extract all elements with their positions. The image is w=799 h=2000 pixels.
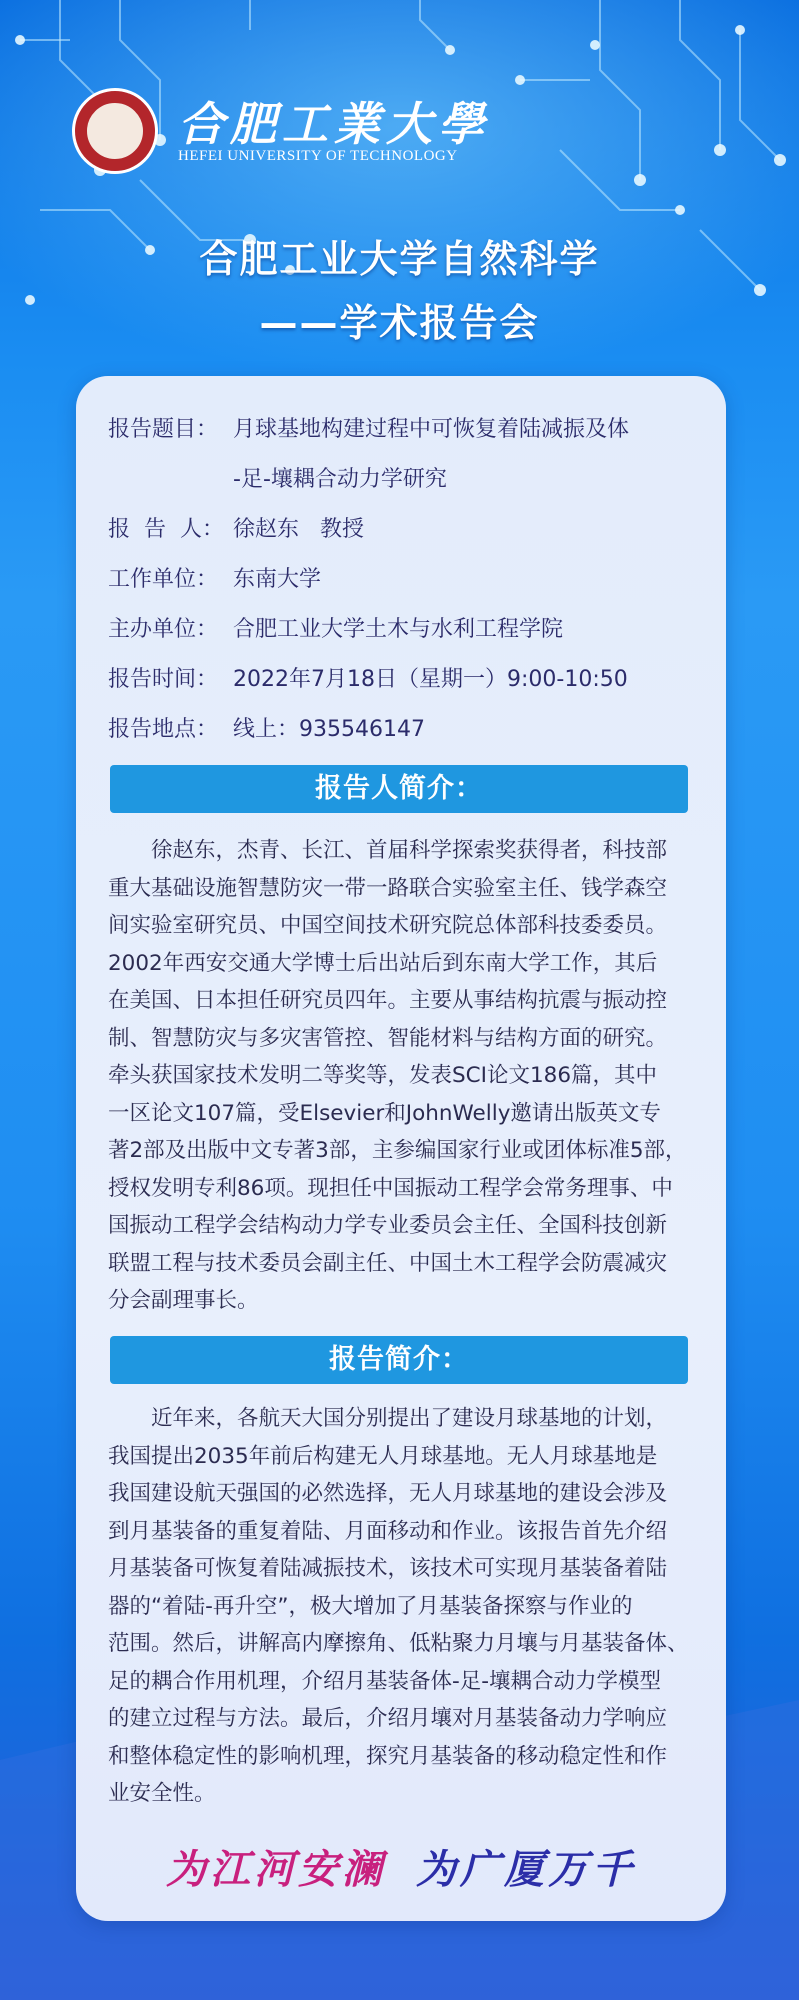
speaker-intro-line: 授权发明专利86项。现担任中国振动工程学会常务理事、中	[108, 1175, 673, 1201]
report-intro-line: 我国提出2035年前后构建无人月球基地。无人月球基地是	[108, 1443, 658, 1469]
speaker-intro-line: 间实验室研究员、中国空间技术研究院总体部科技委委员。	[108, 913, 668, 938]
host-label: 主办单位：	[108, 617, 219, 642]
speaker-intro-heading: 报告人简介：	[110, 765, 688, 813]
university-seal	[72, 88, 158, 174]
report-intro-line: 近年来，各航天大国分别提出了建设月球基地的计划，	[108, 1406, 668, 1431]
page-title-line2: ——学术报告会	[259, 301, 540, 345]
speaker-intro-line: 制、智慧防灾与多灾害管控、智能材料与结构方面的研究。	[108, 1025, 668, 1051]
report-intro-line: 的建立过程与方法。最后，介绍月壤对月基装备动力学响应	[108, 1706, 668, 1731]
speaker-intro-line: 一区论文107篇，受Elsevier和JohnWelly邀请出版英文专	[108, 1100, 661, 1126]
university-name-en: HEFEI UNIVERSITY OF TECHNOLOGY	[178, 148, 458, 164]
speaker-intro-line: 在美国、日本担任研究员四年。主要从事结构抗震与振动控	[108, 988, 668, 1013]
speaker-intro-line: 2002年西安交通大学博士后出站后到东南大学工作，其后	[108, 950, 658, 976]
page-title-line1: 合肥工业大学自然科学	[199, 237, 600, 281]
place-row	[108, 712, 425, 743]
topic-row	[108, 412, 629, 443]
time-label: 报告时间：	[108, 667, 219, 692]
report-intro-line: 到月基装备的重复着陆、月面移动和作业。该报告首先介绍	[108, 1518, 668, 1544]
speaker-row	[108, 512, 364, 543]
host-row	[108, 612, 563, 643]
slogan-part2: 为广厦万千	[415, 1846, 636, 1893]
speaker-intro-line: 联盟工程与技术委员会副主任、中国土木工程学会防震减灾	[108, 1250, 668, 1276]
topic-value-line1: 月球基地构建过程中可恢复着陆减振及体	[233, 417, 630, 442]
host-value: 合肥工业大学土木与水利工程学院	[233, 617, 564, 642]
speaker-intro-line: 国振动工程学会结构动力学专业委员会主任、全国科技创新	[108, 1213, 668, 1238]
report-intro-line: 业安全性。	[108, 1781, 216, 1806]
unit-value: 东南大学	[233, 567, 322, 592]
speaker-intro-text	[108, 832, 698, 1320]
report-intro-line: 月基装备可恢复着陆减振技术，该技术可实现月基装备着陆	[108, 1556, 668, 1581]
unit-row	[108, 562, 321, 593]
report-intro-line: 我国建设航天强国的必然选择，无人月球基地的建设会涉及	[108, 1481, 668, 1506]
unit-label: 工作单位：	[108, 567, 219, 592]
time-row	[108, 662, 628, 693]
university-name-cn: 合肥工業大學	[178, 97, 490, 151]
topic-value-line2: -足-壤耦合动力学研究	[233, 467, 447, 492]
slogan-part1: 为江河安澜	[166, 1846, 387, 1893]
report-intro-line: 和整体稳定性的影响机理，探究月基装备的移动稳定性和作	[108, 1743, 668, 1769]
topic-label: 报告题目：	[108, 417, 219, 442]
speaker-intro-line: 重大基础设施智慧防灾一带一路联合实验室主任、钱学森空	[108, 875, 668, 901]
report-intro-line: 器的“着陆-再升空”，极大增加了月基装备探察与作业的	[108, 1593, 633, 1619]
time-value: 2022年7月18日（星期一）9:00-10:50	[233, 667, 628, 692]
place-label: 报告地点：	[108, 717, 219, 742]
university-logo	[72, 88, 492, 178]
report-intro-heading: 报告简介：	[110, 1336, 688, 1384]
report-intro-line: 范围。然后，讲解高内摩擦角、低粘聚力月壤与月基装备体、	[108, 1631, 689, 1656]
speaker-intro-line: 牵头获国家技术发明二等奖等，发表SCI论文186篇，其中	[108, 1063, 658, 1088]
speaker-value: 徐赵东 教授	[233, 517, 364, 542]
speaker-label: 报 告 人：	[108, 517, 224, 542]
speaker-intro-line: 徐赵东，杰青、长江、首届科学探索奖获得者，科技部	[108, 838, 668, 863]
speaker-intro-line: 著2部及出版中文专著3部，主参编国家行业或团体标准5部，	[108, 1138, 687, 1163]
speaker-intro-line: 分会副理事长。	[108, 1288, 259, 1313]
slogan	[76, 1838, 726, 1895]
content-panel	[76, 376, 726, 1921]
report-intro-text	[108, 1400, 698, 1813]
place-value: 线上：935546147	[233, 717, 425, 742]
report-intro-line: 足的耦合作用机理，介绍月基装备体-足-壤耦合动力学模型	[108, 1668, 662, 1694]
